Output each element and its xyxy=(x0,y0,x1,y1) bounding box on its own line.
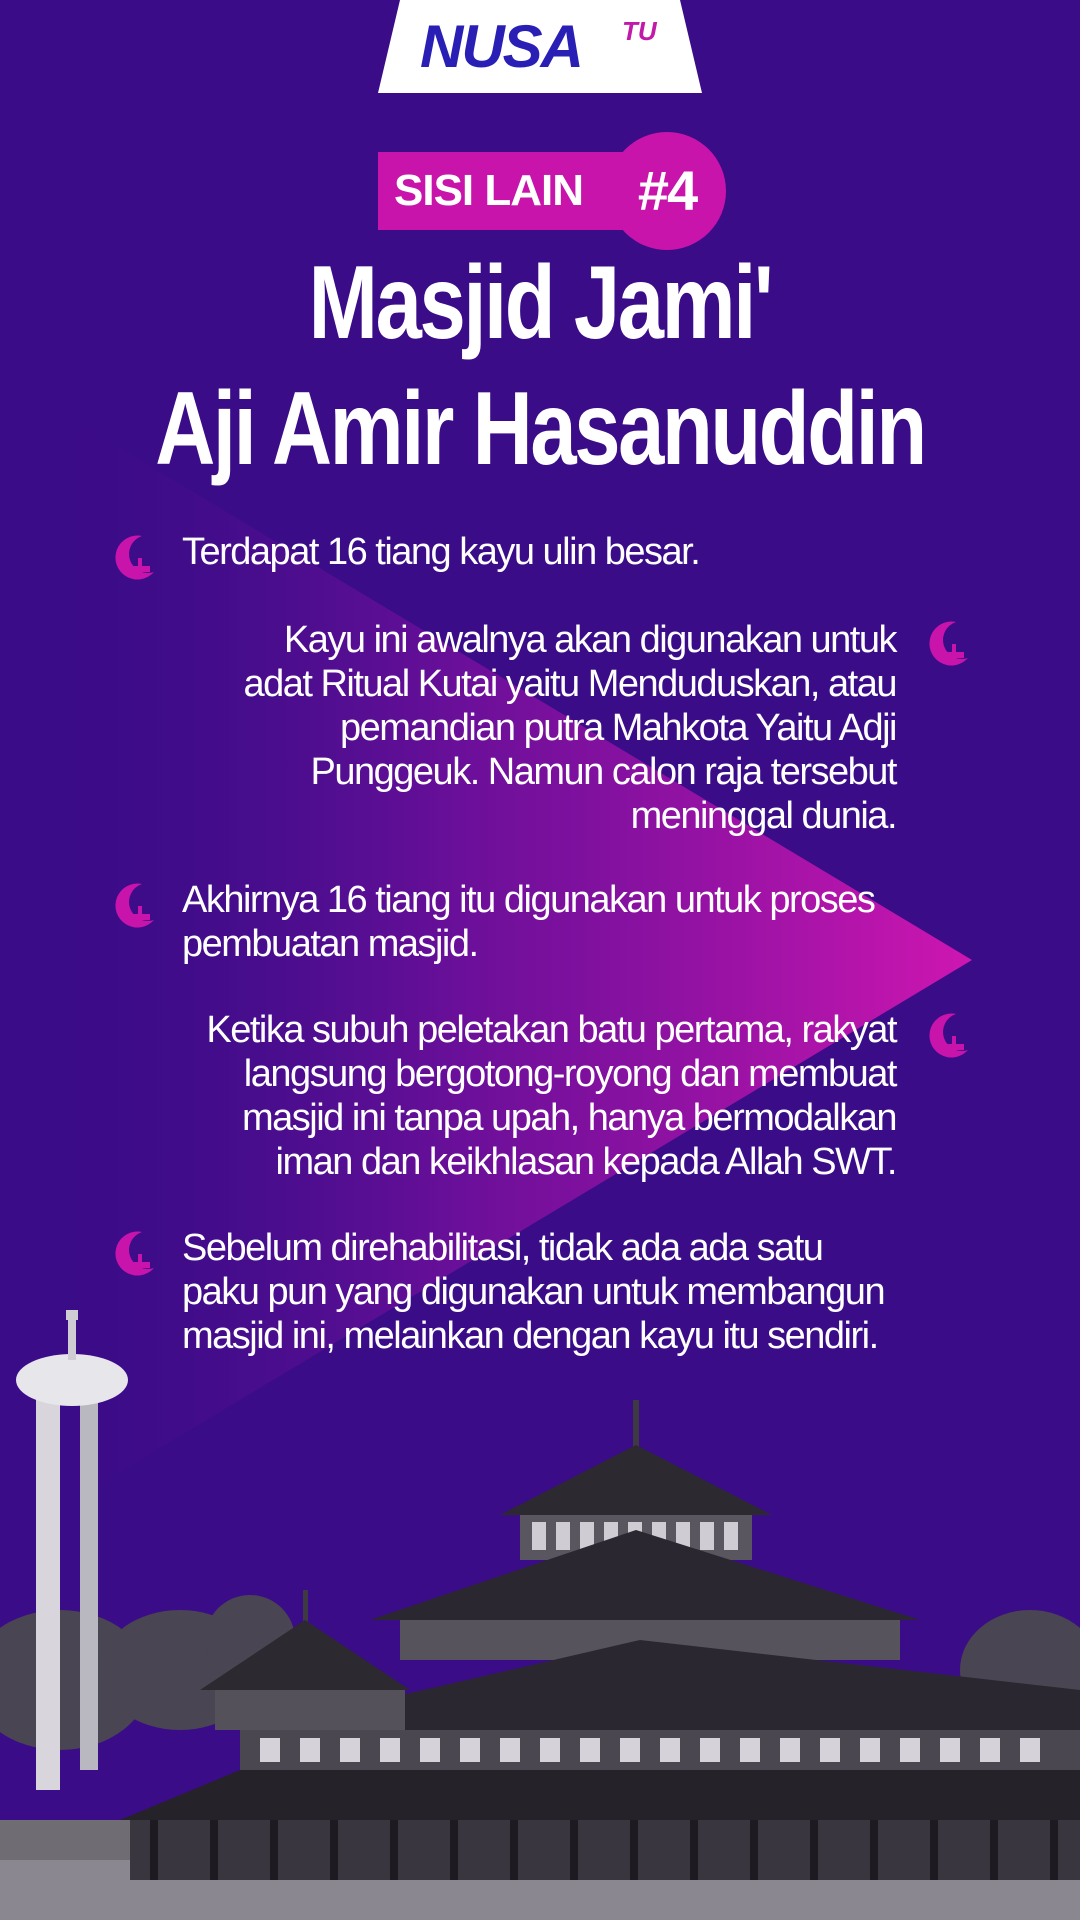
brand-logo xyxy=(378,0,702,93)
mosque-photo xyxy=(0,1260,1080,1920)
point-1: Terdapat 16 tiang kayu ulin besar. xyxy=(182,531,700,573)
crescent-mosque-icon xyxy=(108,532,158,582)
point-2: Kayu ini awalnya akan digunakan untuk adat Ritual Kutai yaitu Menduduskan, atau pemandian putra Mahkota Yaitu Adji Punggeuk. Namun calon raja tersebut meninggal dunia. xyxy=(243,619,896,837)
point-5: Sebelum direhabilitasi, tidak ada ada satu paku pun yang digunakan untuk membangun masjid ini, melainkan dengan kayu itu sendiri. xyxy=(182,1227,885,1357)
series-number: #4 xyxy=(637,159,697,222)
crescent-mosque-icon xyxy=(108,880,158,930)
brand-suffix: TU xyxy=(622,16,657,46)
series-label: SISI LAIN xyxy=(394,166,584,215)
crescent-mosque-icon xyxy=(922,618,972,668)
page-title-line1: Masjid Jami' xyxy=(308,245,772,361)
page-title-line2: Aji Amir Hasanuddin xyxy=(155,371,925,487)
point-3: Akhirnya 16 tiang itu digunakan untuk proses pembuatan masjid. xyxy=(182,879,875,965)
crescent-mosque-icon xyxy=(922,1010,972,1060)
brand-name: NUSA xyxy=(420,13,583,80)
point-4: Ketika subuh peletakan batu pertama, rakyat langsung bergotong-royong dan membuat masjid ini tanpa upah, hanya bermodalkan iman dan keikhlasan kepada Allah SWT. xyxy=(206,1009,896,1183)
